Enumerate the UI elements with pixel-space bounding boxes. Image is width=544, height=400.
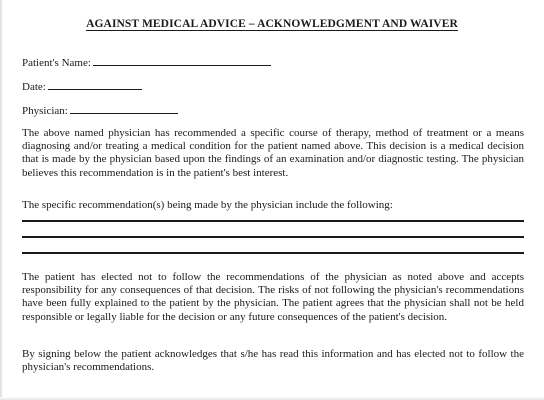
recommendation-intro-paragraph: The above named physician has recommended a specific course of therapy, method of treatment or a means diagnosing and/or treating a medical condition for the patient named above. This decision is a medical decision that is made by the physician based upon the findings of an examination and/or diagnostic testing. The physician believes this recommendation is in the patient's best interest. bbox=[22, 127, 524, 179]
date-field bbox=[22, 81, 142, 93]
patient-name-label: Patient's Name: bbox=[22, 57, 91, 69]
physician-label: Physician: bbox=[22, 105, 68, 117]
specific-recommendation-paragraph: The specific recommendation(s) being made by the physician include the following: bbox=[22, 199, 393, 211]
recommendation-line-2[interactable] bbox=[22, 236, 524, 238]
patient-name-blank-line[interactable] bbox=[93, 64, 271, 66]
date-label: Date: bbox=[22, 81, 46, 93]
physician-blank-line[interactable] bbox=[70, 112, 178, 114]
patient-name-field bbox=[22, 57, 271, 69]
page-edge-shadow bbox=[0, 0, 3, 400]
recommendation-line-3[interactable] bbox=[22, 252, 524, 254]
document-title bbox=[0, 18, 544, 30]
document-title-text: AGAINST MEDICAL ADVICE – ACKNOWLEDGMENT AND WAIVER bbox=[86, 18, 458, 30]
date-blank-line[interactable] bbox=[48, 88, 142, 90]
election-paragraph: The patient has elected not to follow the recommendations of the physician as noted above and accepts responsibility for any consequences of that decision. The risks of not following the physician's recommendations have been fully explained to the patient by the physician. The patient agrees that the physician shall not be held responsible or legally liable for the decision or any future consequences of the patient's decision. bbox=[22, 271, 524, 323]
recommendation-line-1[interactable] bbox=[22, 220, 524, 222]
physician-field bbox=[22, 105, 178, 117]
acknowledgment-paragraph: By signing below the patient acknowledges that s/he has read this information and has elected not to follow the physician's recommendations. bbox=[22, 348, 524, 374]
